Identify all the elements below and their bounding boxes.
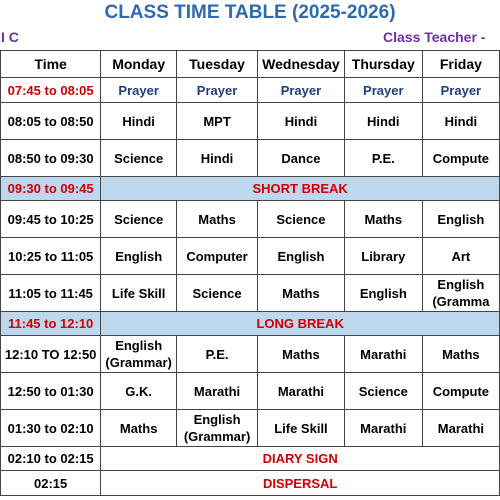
table-row	[1, 373, 500, 410]
subject-cell: Marathi	[177, 373, 258, 410]
time-cell: 08:05 to 08:50	[1, 103, 101, 140]
subject-cell: Prayer	[422, 78, 499, 103]
subject-cell: Maths	[344, 201, 422, 238]
table-row	[1, 177, 500, 201]
table-row	[1, 471, 500, 496]
subject-cell: Prayer	[344, 78, 422, 103]
subject-cell: English	[422, 201, 499, 238]
header-monday: Monday	[101, 51, 177, 78]
time-cell: 09:45 to 10:25	[1, 201, 101, 238]
time-cell: 11:45 to 12:10	[1, 312, 101, 336]
subject-cell: Life Skill	[258, 410, 345, 447]
subject-cell: Hindi	[177, 140, 258, 177]
header-row	[1, 51, 500, 78]
subject-cell: English (Grammar)	[177, 410, 258, 447]
subject-cell: Dance	[258, 140, 345, 177]
time-cell: 11:05 to 11:45	[1, 275, 101, 312]
event-label: DISPERSAL	[101, 471, 500, 496]
subject-cell: Art	[422, 238, 499, 275]
table-row	[1, 140, 500, 177]
subject-cell: Marathi	[422, 410, 499, 447]
break-label: LONG BREAK	[101, 312, 500, 336]
subject-cell: English	[344, 275, 422, 312]
subject-cell: Life Skill	[101, 275, 177, 312]
subject-cell: P.E.	[344, 140, 422, 177]
class-teacher-label: Class Teacher -	[383, 29, 486, 45]
time-cell: 10:25 to 11:05	[1, 238, 101, 275]
table-row	[1, 238, 500, 275]
timetable-title: CLASS TIME TABLE (2025-2026)	[104, 2, 396, 23]
table-row	[1, 275, 500, 312]
break-label: SHORT BREAK	[101, 177, 500, 201]
subject-cell: Maths	[258, 336, 345, 373]
subject-cell: Maths	[177, 201, 258, 238]
subject-cell: English	[101, 238, 177, 275]
table-row	[1, 312, 500, 336]
subject-cell: P.E.	[177, 336, 258, 373]
subject-cell: G.K.	[101, 373, 177, 410]
subject-cell: Hindi	[344, 103, 422, 140]
time-cell: 12:10 TO 12:50	[1, 336, 101, 373]
subject-cell: Maths	[101, 410, 177, 447]
time-cell: 12:50 to 01:30	[1, 373, 101, 410]
subject-cell: Prayer	[177, 78, 258, 103]
table-row	[1, 78, 500, 103]
subject-cell: English (Grammar)	[101, 336, 177, 373]
subject-cell: Hindi	[101, 103, 177, 140]
table-row	[1, 336, 500, 373]
timetable	[0, 50, 500, 496]
time-cell: 02:15	[1, 471, 101, 496]
subject-cell: Computer	[177, 238, 258, 275]
subject-cell: Compute	[422, 140, 499, 177]
time-cell: 01:30 to 02:10	[1, 410, 101, 447]
subject-cell: Maths	[422, 336, 499, 373]
table-row	[1, 103, 500, 140]
subject-cell: English	[258, 238, 345, 275]
table-row	[1, 447, 500, 471]
subject-cell: Science	[344, 373, 422, 410]
event-label: DIARY SIGN	[101, 447, 500, 471]
subject-cell: Maths	[258, 275, 345, 312]
subject-cell: Science	[101, 140, 177, 177]
header-thursday: Thursday	[344, 51, 422, 78]
time-cell: 09:30 to 09:45	[1, 177, 101, 201]
time-cell: 02:10 to 02:15	[1, 447, 101, 471]
subject-cell: MPT	[177, 103, 258, 140]
subject-cell: Prayer	[258, 78, 345, 103]
table-row	[1, 201, 500, 238]
subject-cell: Marathi	[258, 373, 345, 410]
header-time: Time	[1, 51, 101, 78]
header-wednesday: Wednesday	[258, 51, 345, 78]
subject-cell: Library	[344, 238, 422, 275]
time-cell: 07:45 to 08:05	[1, 78, 101, 103]
subject-cell: Science	[177, 275, 258, 312]
subject-cell: English (Gramma	[422, 275, 499, 312]
header-friday: Friday	[422, 51, 499, 78]
subject-cell: Hindi	[422, 103, 499, 140]
time-cell: 08:50 to 09:30	[1, 140, 101, 177]
class-label: I C	[1, 29, 19, 45]
subject-cell: Science	[101, 201, 177, 238]
header-tuesday: Tuesday	[177, 51, 258, 78]
subject-cell: Marathi	[344, 410, 422, 447]
table-row	[1, 410, 500, 447]
subject-cell: Compute	[422, 373, 499, 410]
subject-cell: Hindi	[258, 103, 345, 140]
subject-cell: Prayer	[101, 78, 177, 103]
subject-cell: Marathi	[344, 336, 422, 373]
subject-cell: Science	[258, 201, 345, 238]
